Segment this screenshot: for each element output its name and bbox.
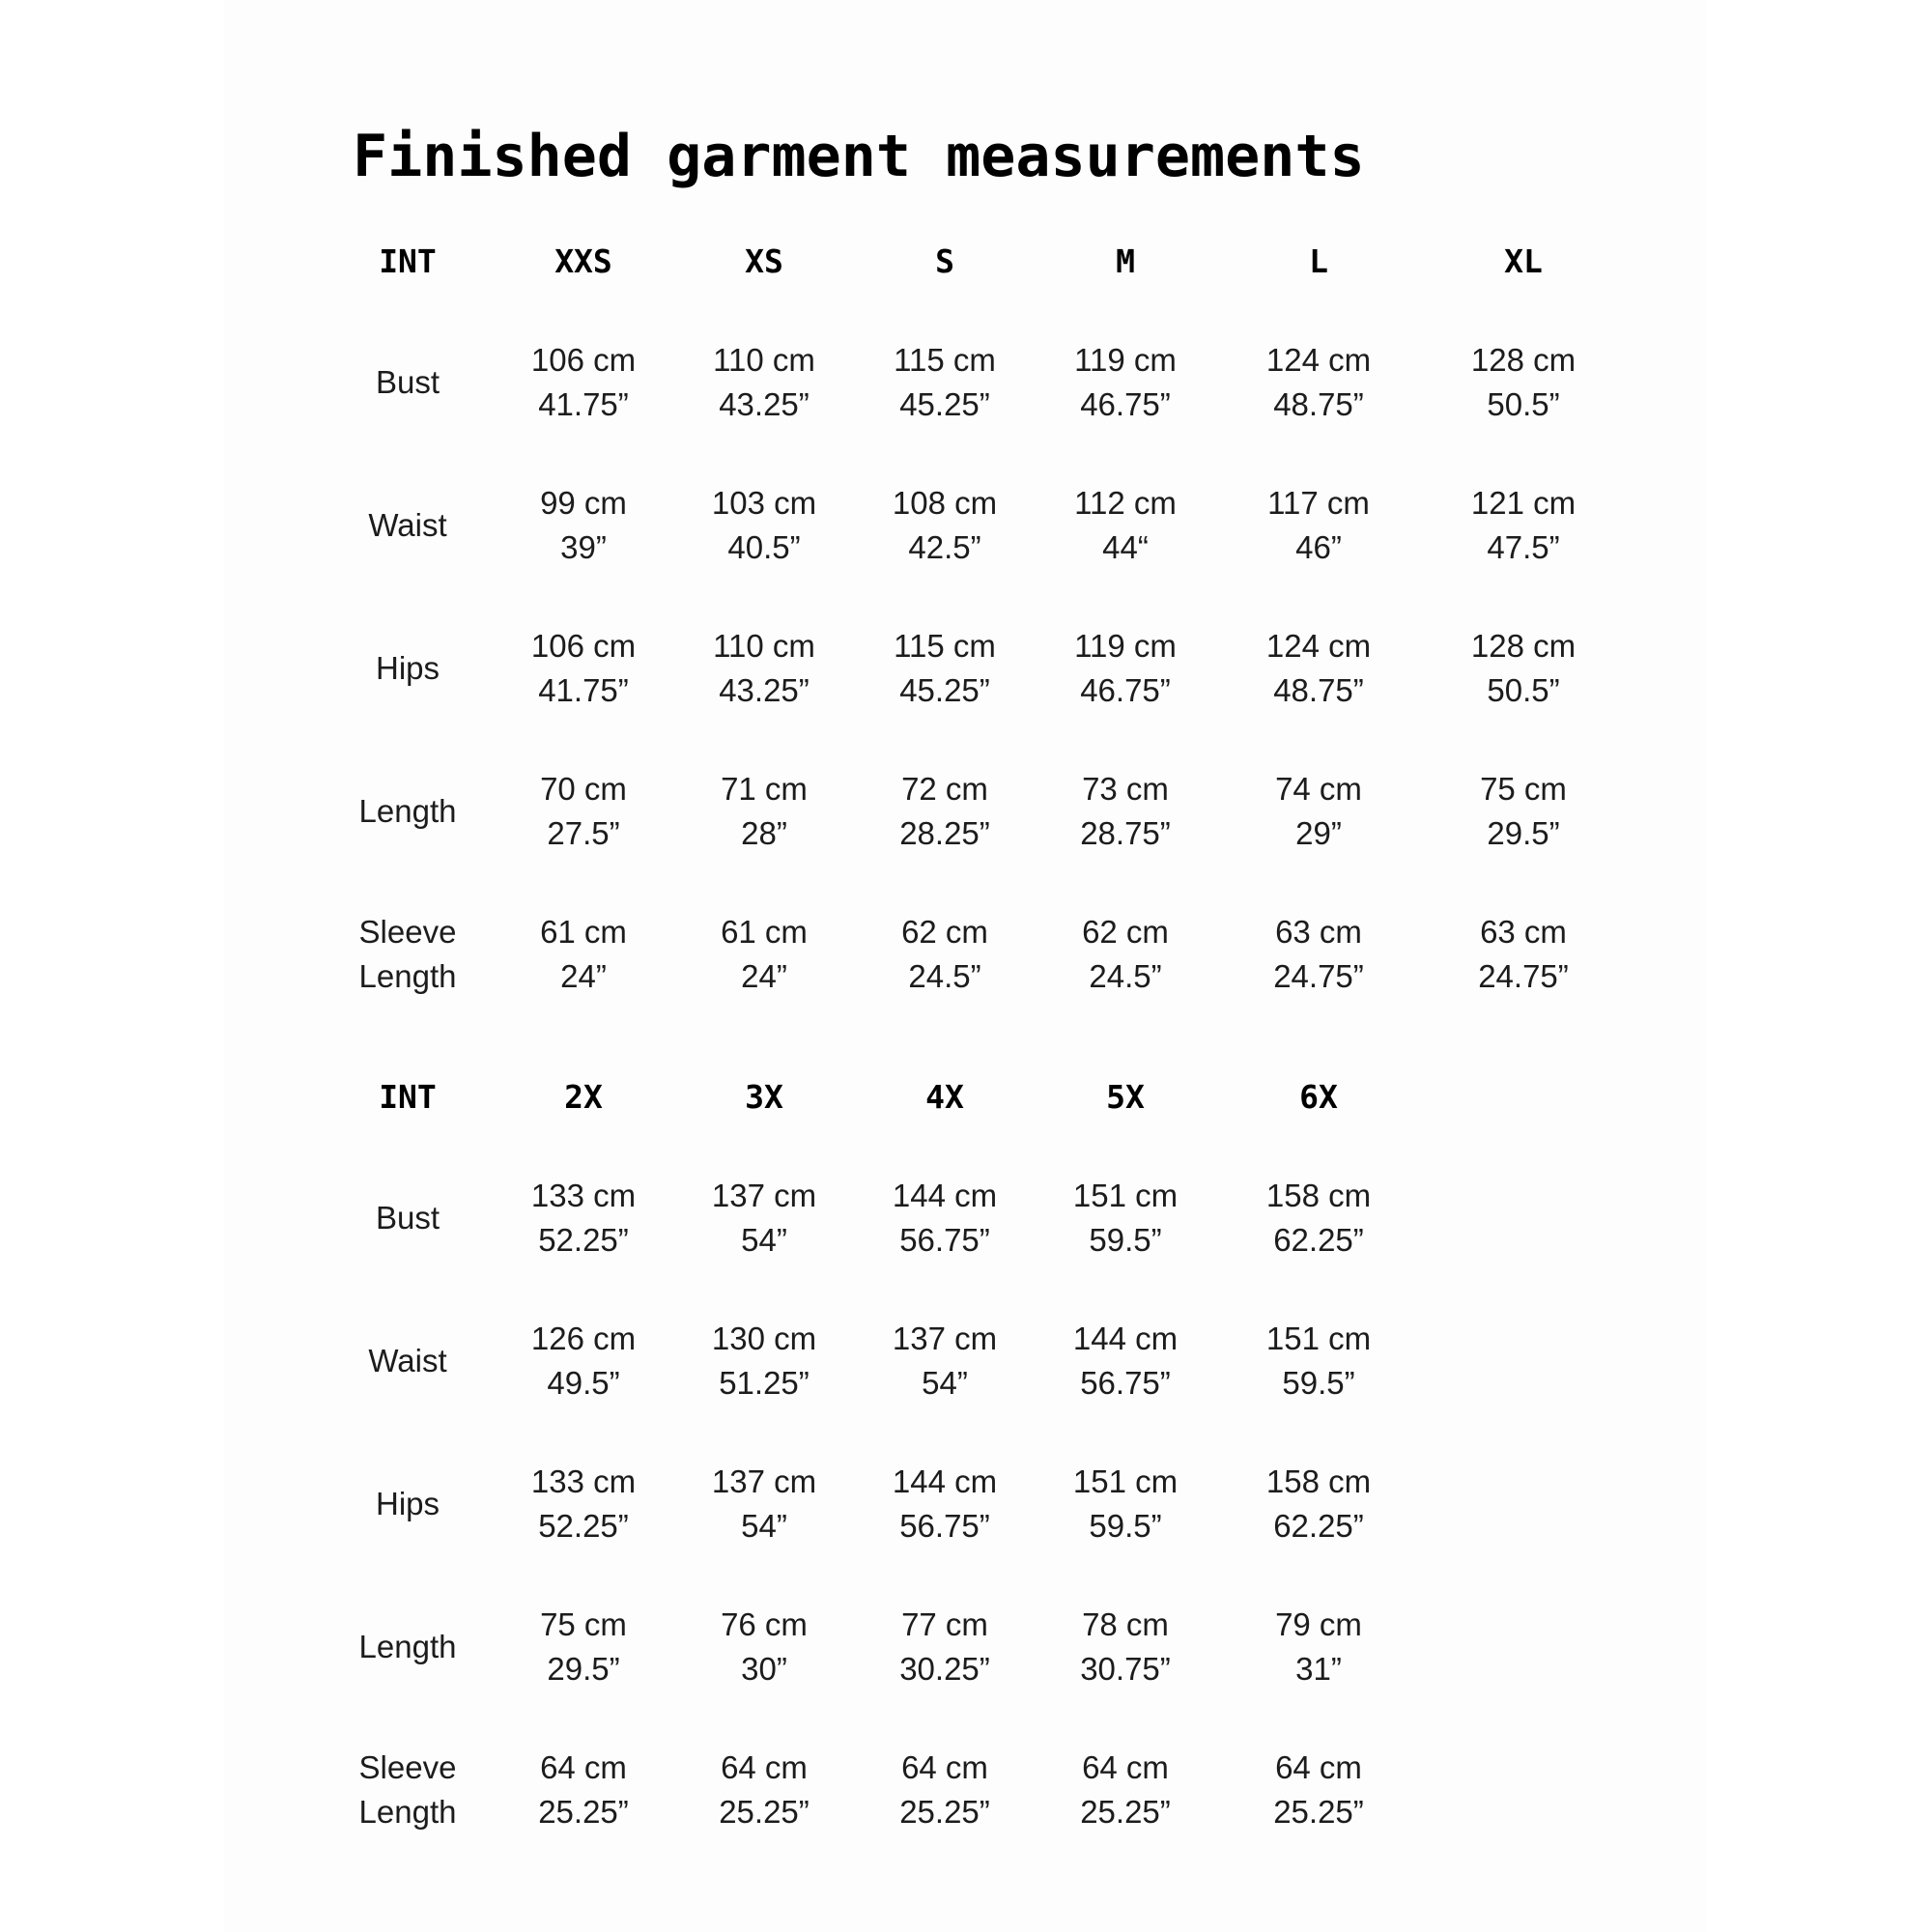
measurement-inches: 48.75”	[1273, 672, 1364, 708]
measurement-cm: 115 cm	[894, 342, 996, 378]
measurement-cell	[1432, 624, 1615, 713]
measurement-cm: 64 cm	[1082, 1749, 1169, 1785]
measurement-inches: 41.75”	[538, 386, 629, 422]
measurement-cm: 124 cm	[1265, 628, 1372, 664]
row-label-length	[316, 1625, 499, 1669]
measurement-cell	[492, 767, 675, 856]
measurement-inches: 56.75”	[899, 1222, 990, 1258]
measurement-inches: 28”	[741, 815, 787, 851]
row-label-bust	[316, 360, 499, 405]
measurement-cm: 158 cm	[1265, 1463, 1372, 1499]
measurement-cm: 75 cm	[1480, 771, 1567, 807]
measurement-inches: 46.75”	[1080, 386, 1171, 422]
size-header-xs	[672, 240, 856, 284]
measurement-inches: 29.5”	[1487, 815, 1560, 851]
measurement-cell	[492, 1460, 675, 1548]
size-header-4x	[853, 1075, 1037, 1120]
measurement-cell	[492, 1746, 675, 1834]
size-header-text: 2X	[564, 1078, 603, 1116]
measurement-cm: 151 cm	[1265, 1321, 1372, 1356]
row-label-sleeve-length	[316, 1746, 499, 1834]
size-header-text: S	[935, 242, 954, 280]
measurement-inches: 62.25”	[1273, 1222, 1364, 1258]
measurement-inches: 30.25”	[899, 1651, 990, 1687]
measurement-inches: 59.5”	[1089, 1222, 1162, 1258]
measurement-inches: 54”	[741, 1222, 787, 1258]
measurement-cm: 103 cm	[711, 485, 817, 521]
measurement-inches: 47.5”	[1487, 529, 1560, 565]
size-header-xxs	[492, 240, 675, 284]
measurement-inches: 51.25”	[719, 1365, 810, 1401]
measurement-inches: 28.25”	[899, 815, 990, 851]
measurement-cm: 137 cm	[892, 1321, 998, 1356]
row-label-line: Length	[358, 1629, 457, 1664]
header-int-label	[316, 240, 499, 284]
measurement-cell	[1227, 1317, 1410, 1406]
measurement-cm: 133 cm	[530, 1178, 637, 1213]
measurement-cell	[1034, 1746, 1217, 1834]
measurement-cell	[1034, 1460, 1217, 1548]
size-header-s	[853, 240, 1037, 284]
measurement-cell	[492, 338, 675, 427]
measurement-cell	[492, 624, 675, 713]
measurement-cm: 128 cm	[1470, 628, 1577, 664]
row-label-waist	[316, 1339, 499, 1383]
row-label-length	[316, 789, 499, 834]
size-header-6x	[1227, 1075, 1410, 1120]
measurement-cm: 124 cm	[1265, 342, 1372, 378]
measurement-inches: 49.5”	[547, 1365, 620, 1401]
size-header-text: XXS	[554, 242, 612, 280]
measurement-cm: 73 cm	[1082, 771, 1169, 807]
measurement-cm: 115 cm	[894, 628, 996, 664]
row-label-line: Sleeve	[358, 1749, 457, 1785]
measurement-inches: 45.25”	[899, 672, 990, 708]
measurement-cell	[853, 338, 1037, 427]
measurement-inches: 46.75”	[1080, 672, 1171, 708]
measurement-cm: 63 cm	[1480, 914, 1567, 950]
measurement-cell	[853, 624, 1037, 713]
measurement-cm: 117 cm	[1267, 485, 1370, 521]
measurement-inches: 43.25”	[719, 386, 810, 422]
size-header-text: 4X	[925, 1078, 964, 1116]
measurement-inches: 62.25”	[1273, 1508, 1364, 1544]
measurement-cell	[1227, 1460, 1410, 1548]
measurement-cell	[672, 338, 856, 427]
measurement-cm: 77 cm	[901, 1606, 988, 1642]
measurement-inches: 48.75”	[1273, 386, 1364, 422]
measurement-cell	[672, 1317, 856, 1406]
measurement-cell	[672, 1174, 856, 1263]
size-header-text: 5X	[1106, 1078, 1145, 1116]
measurement-cell	[672, 481, 856, 570]
measurement-cell	[1034, 338, 1217, 427]
measurement-cm: 110 cm	[713, 342, 815, 378]
measurement-cm: 144 cm	[892, 1178, 998, 1213]
measurement-inches: 24.5”	[908, 958, 981, 994]
measurement-cm: 108 cm	[892, 485, 998, 521]
measurement-cell	[492, 1603, 675, 1691]
measurement-inches: 56.75”	[1080, 1365, 1171, 1401]
measurement-cm: 61 cm	[540, 914, 627, 950]
measurement-cm: 144 cm	[892, 1463, 998, 1499]
measurement-inches: 24.5”	[1089, 958, 1162, 994]
measurement-cm: 130 cm	[711, 1321, 817, 1356]
measurement-inches: 52.25”	[538, 1508, 629, 1544]
measurement-cm: 121 cm	[1470, 485, 1577, 521]
measurement-inches: 28.75”	[1080, 815, 1171, 851]
measurement-cell	[1034, 1174, 1217, 1263]
measurement-cm: 64 cm	[901, 1749, 988, 1785]
measurement-cm: 71 cm	[721, 771, 808, 807]
measurement-cell	[853, 481, 1037, 570]
measurement-cm: 110 cm	[713, 628, 815, 664]
measurement-inches: 30”	[741, 1651, 787, 1687]
measurement-cm: 112 cm	[1074, 485, 1177, 521]
measurement-inches: 54”	[741, 1508, 787, 1544]
measurement-cell	[672, 767, 856, 856]
measurement-cell	[853, 1746, 1037, 1834]
size-header-l	[1227, 240, 1410, 284]
row-label-line: Sleeve	[358, 914, 457, 950]
row-label-line: Hips	[375, 650, 440, 686]
measurement-cm: 64 cm	[721, 1749, 808, 1785]
measurement-cm: 133 cm	[530, 1463, 637, 1499]
size-header-m	[1034, 240, 1217, 284]
measurement-inches: 25.25”	[899, 1794, 990, 1830]
measurement-cell	[1034, 1317, 1217, 1406]
measurement-cm: 137 cm	[711, 1463, 817, 1499]
header-int-label	[316, 1075, 499, 1120]
measurement-cell	[672, 910, 856, 999]
row-label-line: Length	[358, 793, 457, 829]
size-header-text: L	[1309, 242, 1328, 280]
measurement-cell	[1432, 910, 1615, 999]
measurement-cell	[1432, 338, 1615, 427]
size-header-text: 6X	[1299, 1078, 1338, 1116]
measurement-cm: 62 cm	[901, 914, 988, 950]
measurement-inches: 46”	[1295, 529, 1342, 565]
measurement-cell	[1034, 910, 1217, 999]
measurement-inches: 24”	[741, 958, 787, 994]
measurement-inches: 30.75”	[1080, 1651, 1171, 1687]
measurement-cm: 72 cm	[901, 771, 988, 807]
measurement-inches: 40.5”	[727, 529, 801, 565]
page-title: Finished garment measurements	[353, 123, 1365, 190]
measurement-inches: 44“	[1102, 529, 1149, 565]
measurement-cell	[672, 1460, 856, 1548]
measurement-cell	[853, 767, 1037, 856]
measurement-cell	[1034, 481, 1217, 570]
measurement-cell	[1227, 1746, 1410, 1834]
measurement-inches: 29.5”	[547, 1651, 620, 1687]
measurement-cm: 144 cm	[1072, 1321, 1179, 1356]
row-label-hips	[316, 646, 499, 691]
measurement-cm: 137 cm	[711, 1178, 817, 1213]
row-label-line: Waist	[368, 1343, 447, 1378]
measurement-cell	[1227, 1174, 1410, 1263]
measurement-inches: 54”	[922, 1365, 968, 1401]
measurement-cell	[672, 1746, 856, 1834]
measurement-cell	[1034, 1603, 1217, 1691]
measurement-cell	[672, 1603, 856, 1691]
measurement-cm: 62 cm	[1082, 914, 1169, 950]
size-header-xl	[1432, 240, 1615, 284]
header-int-text: INT	[379, 1078, 437, 1116]
row-label-bust	[316, 1196, 499, 1240]
size-header-text: 3X	[745, 1078, 783, 1116]
measurement-inches: 25.25”	[1080, 1794, 1171, 1830]
measurement-cell	[1034, 767, 1217, 856]
measurement-cell	[853, 1460, 1037, 1548]
measurement-inches: 25.25”	[1273, 1794, 1364, 1830]
row-label-waist	[316, 503, 499, 548]
measurement-cell	[853, 1603, 1037, 1691]
measurement-inches: 50.5”	[1487, 672, 1560, 708]
measurement-inches: 59.5”	[1282, 1365, 1355, 1401]
measurement-cm: 126 cm	[530, 1321, 637, 1356]
measurement-cm: 119 cm	[1074, 628, 1177, 664]
measurement-cell	[672, 624, 856, 713]
row-label-line: Length	[358, 958, 457, 994]
measurement-inches: 24.75”	[1478, 958, 1569, 994]
measurement-cm: 61 cm	[721, 914, 808, 950]
size-header-text: M	[1116, 242, 1135, 280]
measurement-cm: 63 cm	[1275, 914, 1362, 950]
measurement-cm: 64 cm	[1275, 1749, 1362, 1785]
measurement-cell	[1227, 1603, 1410, 1691]
measurement-cell	[1034, 624, 1217, 713]
size-header-text: XS	[745, 242, 783, 280]
row-label-line: Hips	[375, 1486, 440, 1521]
measurement-inches: 41.75”	[538, 672, 629, 708]
measurement-inches: 52.25”	[538, 1222, 629, 1258]
measurement-cell	[853, 1174, 1037, 1263]
measurement-cell	[1432, 767, 1615, 856]
measurement-cm: 75 cm	[540, 1606, 627, 1642]
measurement-inches: 31”	[1295, 1651, 1342, 1687]
header-int-text: INT	[379, 242, 437, 280]
measurement-cell	[492, 1174, 675, 1263]
measurement-inches: 59.5”	[1089, 1508, 1162, 1544]
measurement-cell	[1227, 910, 1410, 999]
measurement-cell	[1432, 481, 1615, 570]
size-header-3x	[672, 1075, 856, 1120]
measurement-cm: 151 cm	[1072, 1178, 1179, 1213]
measurement-cm: 70 cm	[540, 771, 627, 807]
row-label-line: Bust	[375, 1200, 440, 1236]
measurement-cell	[1227, 338, 1410, 427]
measurement-cm: 78 cm	[1082, 1606, 1169, 1642]
row-label-hips	[316, 1482, 499, 1526]
measurement-inches: 56.75”	[899, 1508, 990, 1544]
measurement-cm: 151 cm	[1072, 1463, 1179, 1499]
measurement-cm: 79 cm	[1275, 1606, 1362, 1642]
size-header-5x	[1034, 1075, 1217, 1120]
row-label-sleeve-length	[316, 910, 499, 999]
measurement-cm: 106 cm	[530, 628, 637, 664]
measurement-inches: 27.5”	[547, 815, 620, 851]
row-label-line: Bust	[375, 364, 440, 400]
measurement-cell	[1227, 624, 1410, 713]
measurement-cell	[492, 1317, 675, 1406]
measurement-inches: 25.25”	[538, 1794, 629, 1830]
measurement-inches: 50.5”	[1487, 386, 1560, 422]
measurement-cm: 158 cm	[1265, 1178, 1372, 1213]
measurement-cell	[492, 481, 675, 570]
measurement-inches: 25.25”	[719, 1794, 810, 1830]
measurement-inches: 42.5”	[908, 529, 981, 565]
measurement-cm: 74 cm	[1275, 771, 1362, 807]
row-label-line: Length	[358, 1794, 457, 1830]
measurement-inches: 24”	[560, 958, 607, 994]
measurement-inches: 43.25”	[719, 672, 810, 708]
measurement-cm: 99 cm	[540, 485, 627, 521]
measurement-cm: 76 cm	[721, 1606, 808, 1642]
measurement-inches: 39”	[560, 529, 607, 565]
measurement-cell	[853, 1317, 1037, 1406]
measurement-inches: 29”	[1295, 815, 1342, 851]
measurement-cm: 64 cm	[540, 1749, 627, 1785]
measurement-cell	[492, 910, 675, 999]
measurement-cm: 119 cm	[1074, 342, 1177, 378]
measurement-inches: 24.75”	[1273, 958, 1364, 994]
measurement-cell	[853, 910, 1037, 999]
measurement-inches: 45.25”	[899, 386, 990, 422]
size-header-text: XL	[1504, 242, 1543, 280]
size-header-2x	[492, 1075, 675, 1120]
measurement-cm: 128 cm	[1470, 342, 1577, 378]
measurement-cell	[1227, 767, 1410, 856]
measurement-cm: 106 cm	[530, 342, 637, 378]
row-label-line: Waist	[368, 507, 447, 543]
measurement-cell	[1227, 481, 1410, 570]
